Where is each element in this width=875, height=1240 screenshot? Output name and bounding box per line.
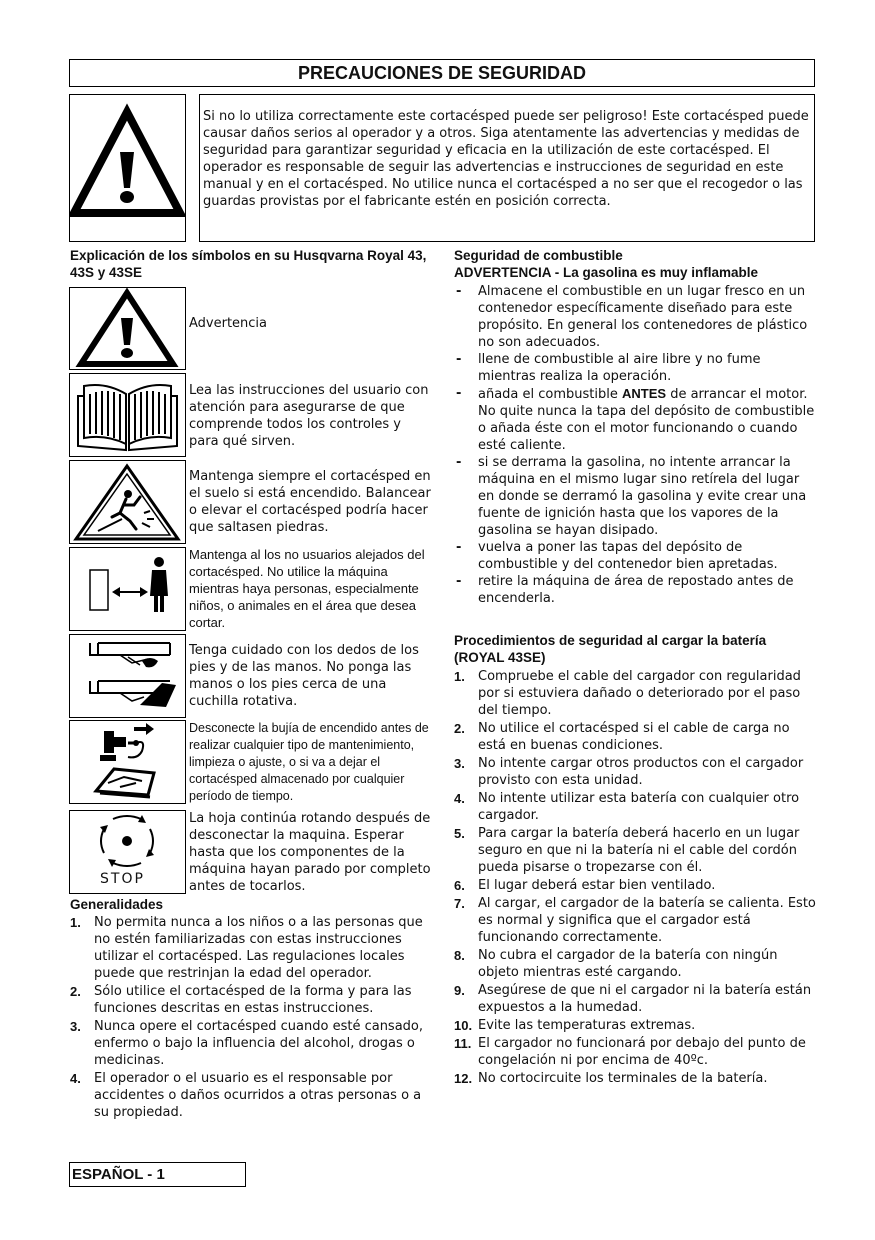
list-item: 4. El operador o el usuario es el responsable por accidentes o daños ocurridos a otras personas o a su propiedad.	[70, 1071, 422, 1120]
symbol-text-thrown-objects: Mantenga siempre el cortacésped en el suelo si está encendido. Balancear o elevar el cortacésped podría hacer que saltasen piedras.	[189, 469, 431, 535]
symbol-box-blade-hazard	[69, 634, 186, 718]
list-item: 7. Al cargar, el cargador de la batería se calienta. Esto es normal y significa que el cargador está funcionando correctamente.	[454, 896, 816, 945]
list-item: 2. Sólo utilice el cortacésped de la forma y para las funciones descritas en estas instrucciones.	[70, 984, 412, 1016]
intro-paragraph: Si no lo utiliza correctamente este cortacésped puede ser peligroso! Este cortacésped puede causar daños serios al operador y a otros. Siga atentamente las advertencias y medidas de seguridad para garantizar seguridad y eficacia en la utilización de este cortacésped. El operador es responsable de seguir las advertencias e instrucciones de seguridad en este manual y en el cortacésped. No utilice nunca el cortacésped a no ser que el recogedor o las guardas provistas por el fabricante estén en posición correcta.	[199, 94, 815, 242]
list-item: 6. El lugar deberá estar bien ventilado.	[454, 878, 716, 893]
list-item: - retire la máquina de área de repostado antes de encenderla.	[456, 574, 794, 606]
general-list	[70, 914, 432, 1122]
fuel-heading: Seguridad de combustible	[454, 248, 623, 263]
list-item: 10. Evite las temperaturas extremas.	[454, 1018, 696, 1033]
list-item: 12. No cortocircuite los terminales de la batería.	[454, 1071, 768, 1086]
list-item: - Almacene el combustible en un lugar fresco en un contenedor específicamente diseñado para este propósito. En general los contenedores de plástico no son adecuados.	[456, 284, 808, 350]
symbol-box-disconnect	[69, 720, 186, 804]
thrown-objects-icon	[70, 461, 185, 543]
open-book-icon	[70, 374, 185, 456]
symbol-box-thrown-objects	[69, 460, 186, 544]
list-item: 4. No intente utilizar esta batería con cualquier otro cargador.	[454, 791, 800, 823]
list-item: 1. No permita nunca a los niños o a las personas que no estén familiarizadas con estas instrucciones utilizar el cortacésped. Las regulaciones locales puede que restrinjan la edad del operador.	[70, 915, 423, 981]
list-item: 3. No intente cargar otros productos con el cargador provisto con esta unidad.	[454, 756, 804, 788]
symbol-text-keep-distance: Mantenga al los no usuarios alejados del cortacésped. No utilice la máquina mientras haya personas, especialmente niños, o animales en el área que desea cortar.	[189, 547, 425, 630]
list-item: - añada el combustible ANTES de arrancar el motor. No quite nunca la tapa del depósito de combustible o añada éste con el motor funcionando o cuando esté caliente.	[456, 386, 815, 453]
battery-heading: Procedimientos de seguridad al cargar la batería (ROYAL 43SE)	[454, 633, 767, 665]
symbol-text-warning: Advertencia	[189, 316, 268, 331]
keep-distance-icon	[70, 548, 185, 630]
symbol-text-disconnect: Desconecte la bujía de encendido antes de realizar cualquier tipo de mantenimiento, limpieza o ajuste, o si va a dejar el cortacésped almacenado por cualquier período de tiempo.	[189, 721, 429, 803]
page-title: PRECAUCIONES DE SEGURIDAD	[69, 59, 815, 87]
blade-hazard-icon	[70, 635, 185, 717]
fuel-list	[454, 283, 816, 607]
list-item: - vuelva a poner las tapas del depósito de combustible y del contenedor bien apretadas.	[456, 540, 778, 572]
battery-list	[454, 668, 816, 1088]
fuel-warning: ADVERTENCIA - La gasolina es muy inflamable	[454, 265, 759, 280]
symbol-text-stop: La hoja continúa rotando después de desconectar la maquina. Esperar hasta que los componentes de la máquina hayan parado por completo antes de tocarlos.	[189, 811, 431, 894]
symbol-text-manual: Lea las instrucciones del usuario con atención para asegurarse de que comprende todos los controles y para qué sirven.	[189, 383, 429, 449]
list-item: - llene de combustible al aire libre y no fume mientras realiza la operación.	[456, 352, 761, 384]
stop-label: STOP	[100, 871, 145, 887]
list-item: 3. Nunca opere el cortacésped cuando esté cansado, enfermo o bajo la influencia del alcohol, drogas o medicinas.	[70, 1019, 424, 1068]
symbol-box-manual	[69, 373, 186, 457]
list-item: 5. Para cargar la batería deberá hacerlo en un lugar seguro en que ni la batería ni el cable del cordón pueda pisarse o tropezarse con él.	[454, 826, 800, 875]
warning-triangle-icon	[70, 95, 185, 241]
intro-warning-box	[69, 94, 186, 242]
symbol-text-blade-hazard: Tenga cuidado con los dedos de los pies y de las manos. No ponga las manos o los pies cerca de una cuchilla rotativa.	[189, 643, 419, 709]
symbol-box-keep-distance	[69, 547, 186, 631]
warning-triangle-icon	[70, 288, 185, 369]
list-item: 11. El cargador no funcionará por debajo del punto de congelación ni por encima de 40ºc.	[454, 1036, 806, 1068]
list-item: 2. No utilice el cortacésped si el cable de carga no está en buenas condiciones.	[454, 721, 790, 753]
list-item: - si se derrama la gasolina, no intente arrancar la máquina en el mismo lugar sino retírela del lugar en donde se derramó la gasolina y evite crear una fuente de ignición hasta que los vapores de la gasolina se hayan disipado.	[456, 455, 807, 538]
symbol-box-warning	[69, 287, 186, 370]
list-item: 8. No cubra el cargador de la batería con ningún objeto mientras esté cargando.	[454, 948, 778, 980]
list-item: 9. Asegúrese de que ni el cargador ni la batería están expuestos a la humedad.	[454, 983, 812, 1015]
list-item: 1. Compruebe el cable del cargador con regularidad por si estuviera dañado o deteriorado por el paso del tiempo.	[454, 669, 801, 718]
page-footer: ESPAÑOL - 1	[69, 1162, 246, 1187]
disconnect-plug-icon	[70, 721, 185, 803]
general-heading: Generalidades	[70, 897, 164, 912]
symbols-heading: Explicación de los símbolos en su Husqvarna Royal 43, 43S y 43SE	[70, 248, 427, 280]
symbol-box-stop	[69, 810, 186, 894]
